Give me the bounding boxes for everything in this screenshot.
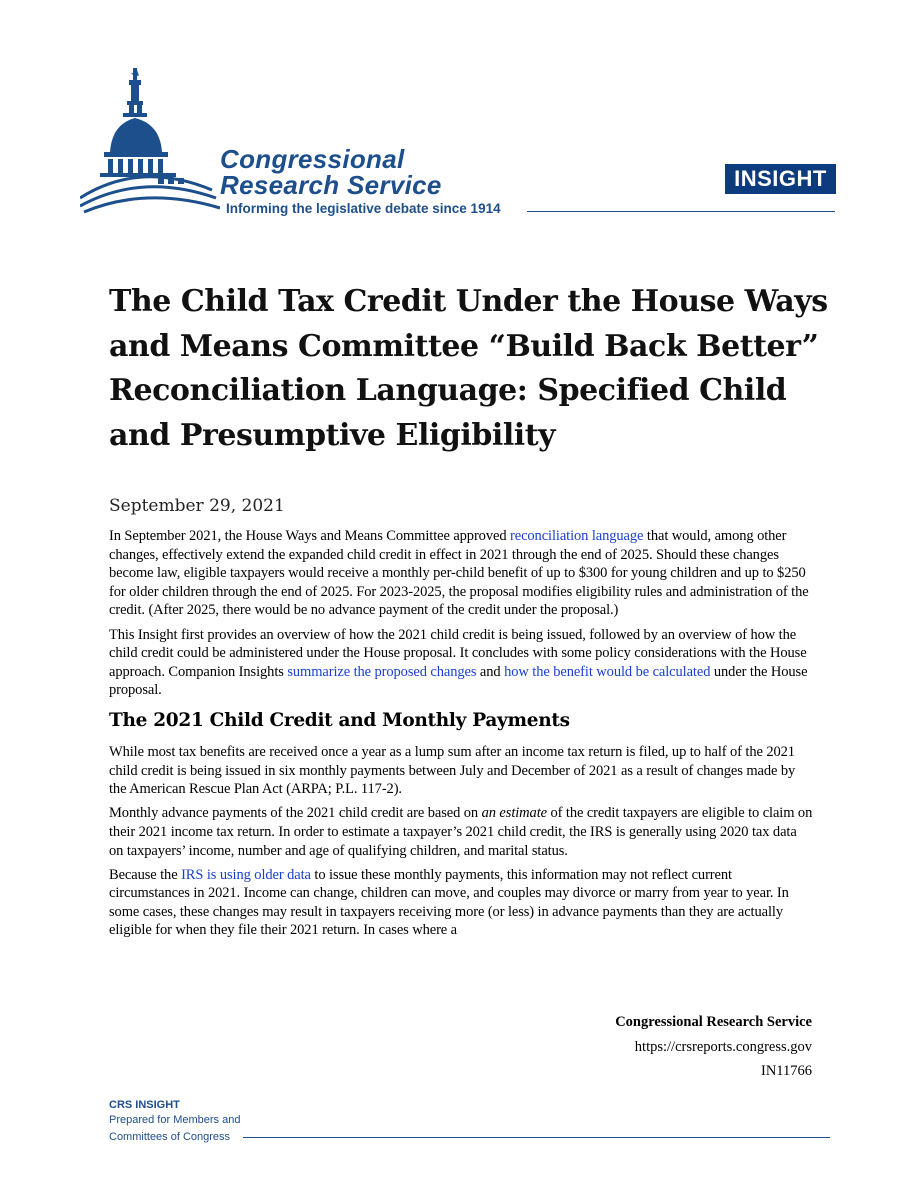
paragraph-text: Because the bbox=[109, 866, 182, 883]
document-date: September 29, 2021 bbox=[109, 496, 285, 516]
link-irs-older-data[interactable]: IRS is using older data bbox=[181, 866, 311, 883]
paragraph-estimate bbox=[109, 804, 813, 860]
paragraph-text: under the House proposal. bbox=[109, 663, 808, 699]
header-divider bbox=[527, 211, 835, 212]
brand-name-line1: Congressional bbox=[220, 144, 405, 174]
capitol-dome-logo-icon bbox=[80, 66, 220, 214]
paragraph-text: to issue these monthly payments, this information may not reflect current circumstances in 2021. Income can change, children can move, and couples may divorce or marry from year to year. In some cases, these changes may result in taxpayers receiving more (or less) in advance payments than they are actually eligible for when they file their 2021 return. In cases where a bbox=[109, 866, 789, 939]
paragraph-older-data bbox=[109, 866, 813, 940]
paragraph-text: and bbox=[476, 663, 505, 680]
paragraph-text: of the credit taxpayers are eligible to claim on their 2021 income tax return. In order to estimate a taxpayer’s 2021 child credit, the IRS is generally using 2020 tax data on taxpayers’ income, number and age of qualifying children, and marital status. bbox=[109, 805, 813, 859]
link-how-benefit-calculated[interactable]: how the benefit would be calculated bbox=[504, 663, 711, 680]
insight-badge: INSIGHT bbox=[725, 164, 836, 194]
crs-insight-label: CRS INSIGHT bbox=[109, 1099, 180, 1111]
footer-url-link[interactable]: https://crsreports.congress.gov bbox=[634, 1039, 812, 1055]
brand-name-line2: Research Service bbox=[220, 170, 442, 200]
footer-organization: Congressional Research Service bbox=[615, 1014, 812, 1030]
link-summarize-proposed-changes[interactable]: summarize the proposed changes bbox=[287, 663, 477, 680]
document-title: The Child Tax Credit Under the House Ways and Means Committee “Build Back Better” Reconciliation Language: Specified Child and Presumptive Eligibility bbox=[109, 284, 828, 453]
paragraph-intro bbox=[109, 527, 813, 620]
prepared-for-line2: Committees of Congress bbox=[109, 1131, 231, 1143]
paragraph-overview bbox=[109, 626, 813, 700]
footer-divider bbox=[243, 1137, 830, 1138]
section-heading: The 2021 Child Credit and Monthly Payments bbox=[109, 709, 570, 731]
document-body bbox=[109, 527, 813, 946]
paragraph-text: that would, among other changes, effectively extend the expanded child credit in effect in 2021 through the end of 2025. Should these changes become law, eligible taxpayers would receive a monthly per-child benefit of up to $300 for young children and up to $250 for older children through the end of 2025. For 2023-2025, the proposal modifies eligibility rules and administration of the credit. (After 2025, there would be no advance payment of the credit under the proposal.) bbox=[109, 528, 809, 619]
paragraph-text: This Insight first provides an overview of how the 2021 child credit is being issued, followed by an overview of how the child credit could be administered under the House proposal. It concludes with some policy considerations with the House approach. Companion Insights bbox=[109, 626, 807, 680]
paragraph-lump-sum: While most tax benefits are received once a year as a lump sum after an income tax return is filed, up to half of the 2021 child credit is being issued in six monthly payments between July and December of 2021 as a result of changes made by the American Rescue Plan Act (ARPA; P.L. 117-2). bbox=[109, 743, 796, 798]
link-reconciliation-language[interactable]: reconciliation language bbox=[510, 528, 644, 544]
prepared-for-line1: Prepared for Members and bbox=[109, 1114, 241, 1126]
paragraph-text: In September 2021, the House Ways and Means Committee approved bbox=[109, 528, 510, 544]
brand-tagline: Informing the legislative debate since 1914 bbox=[226, 201, 501, 216]
footer-report-id: IN11766 bbox=[760, 1063, 812, 1079]
paragraph-text: Monthly advance payments of the 2021 child credit are based on bbox=[109, 805, 482, 822]
emphasis-text: an estimate bbox=[481, 805, 547, 822]
